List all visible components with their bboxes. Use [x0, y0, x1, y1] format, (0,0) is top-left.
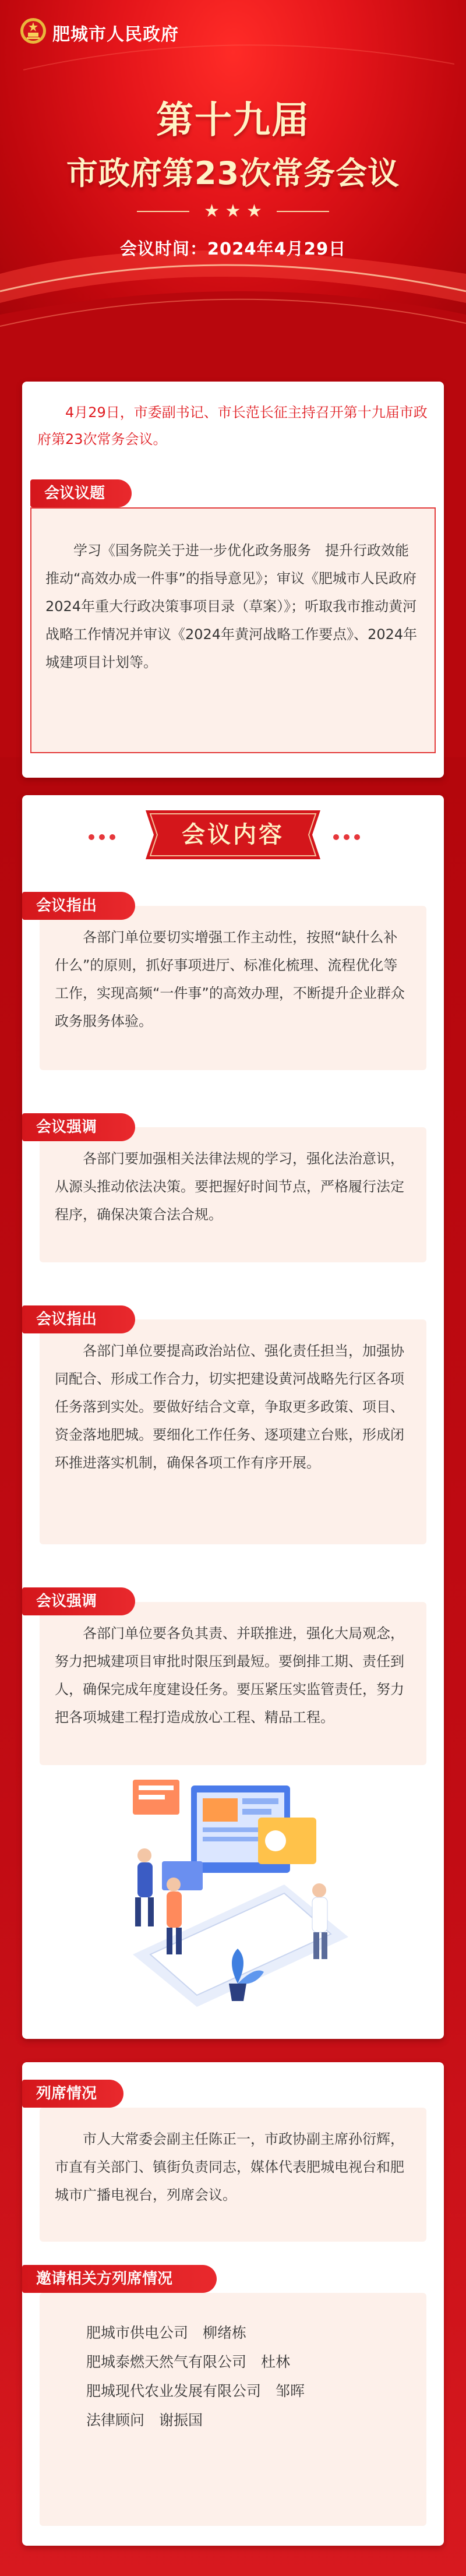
invited-item: 肥城市供电公司 柳绪栋 [86, 2324, 247, 2341]
topics-box [30, 507, 436, 753]
intro-text: 4月29日，市委副书记、市长范长征主持召开第十九届市政府第23次常务会议。 [37, 404, 428, 447]
title-meeting: 市政府第23次常务会议 [66, 155, 400, 192]
divider-line-right [277, 211, 329, 212]
intro-card [22, 382, 444, 778]
point-box [40, 1602, 426, 1765]
attendance-box [40, 2108, 426, 2242]
title-session: 第十九届 [156, 99, 310, 142]
topics-label: 会议议题 [30, 479, 132, 507]
content-card [22, 795, 444, 2039]
point-text: 各部门要加强相关法律法规的学习，强化法治意识，从源头推动依法决策。要把握好时间节点，严格履行法定程序，确保决策合法合规。 [55, 1151, 404, 1223]
point-label: 会议强调 [22, 1113, 135, 1141]
invited-item: 肥城泰燃天然气有限公司 杜林 [86, 2353, 291, 2370]
point-text: 各部门单位要各负其责、并联推进，强化大局观念，努力把城建项目审批时限压到最短。要倒排工期、责任到人，确保完成年度建设任务。要压紧压实监管责任，努力把各项城建工程打造成放心工程、精品工程。 [55, 1625, 404, 1725]
point-label: 会议强调 [22, 1587, 135, 1615]
star-icon: ★ ★ ★ [204, 201, 262, 221]
banner-dots-right [331, 831, 362, 838]
page-header [0, 0, 466, 350]
national-emblem-icon [20, 17, 47, 44]
point-box [40, 906, 426, 1070]
invited-item: 法律顾问 谢振国 [86, 2412, 203, 2429]
topics-text: 学习《国务院关于进一步优化政务服务 提升行政效能 推动“高效办成一件事”的指导意见》；审议《肥城市人民政府2024年重大行政决策事项目录（草案）》；听取我市推动黄河战略工作情况并审议《2024年黄河战略工作要点》、2024年城建项目计划等。 [45, 542, 423, 671]
point-text: 各部门单位要提高政治站位、强化责任担当，加强协同配合、形成工作合力，切实把建设黄河战略先行区各项任务落到实处。要做好结合文章，争取更多政策、项目、资金落地肥城。要细化工作任务、逐项建立台账，形成闭环推进落实机制，确保各项工作有序开展。 [55, 1343, 404, 1471]
government-name: 肥城市人民政府 [52, 24, 179, 45]
attendance-text: 市人大常委会副主任陈正一，市政协副主席孙衍辉，市直有关部门、镇街负责同志，媒体代表肥城电视台和肥城市广播电视台，列席会议。 [55, 2131, 404, 2203]
section-title: 会议内容 [182, 821, 284, 848]
divider-line-left [137, 211, 189, 212]
invited-item: 肥城现代农业发展有限公司 邹晖 [86, 2383, 305, 2399]
topics-frame-line [30, 507, 436, 509]
point-box [40, 1319, 426, 1544]
invited-list [86, 2319, 305, 2435]
point-label: 会议指出 [22, 892, 135, 920]
attendance-label: 列席情况 [22, 2080, 123, 2108]
title-stars-divider [0, 201, 466, 221]
office-teamwork-illustration [110, 1762, 354, 2019]
point-label: 会议指出 [22, 1305, 135, 1333]
attendance-card [22, 2062, 444, 2546]
point-text: 各部门单位要切实增强工作主动性，按照“缺什么补什么”的原则，抓好事项进厅、标准化梳理、流程优化等工作，实现高频“一件事”的高效办理，不断提升企业群众政务服务体验。 [55, 929, 405, 1029]
invited-label: 邀请相关方列席情况 [22, 2265, 217, 2293]
banner-dots-left [86, 831, 118, 838]
point-box [40, 1127, 426, 1262]
meeting-time: 会议时间：2024年4月29日 [119, 239, 347, 259]
